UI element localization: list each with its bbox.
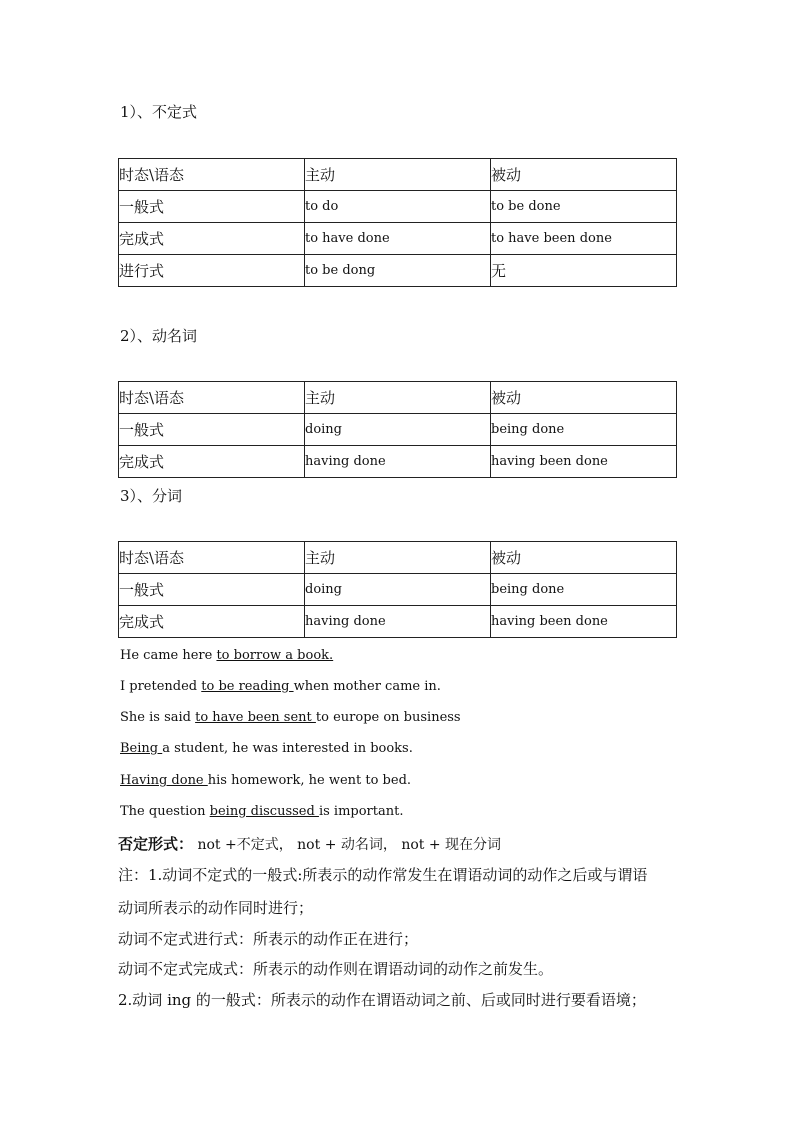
table-row: [119, 574, 677, 606]
underlined-phrase: to have been sent: [195, 710, 316, 725]
note-line: 动词不定式进行式：所表示的动作正在进行；: [118, 930, 419, 948]
table-header-row: [119, 542, 677, 574]
table-row: [119, 255, 677, 287]
header-cell-active: 主动: [305, 549, 336, 567]
active-form-cell: to have done: [305, 223, 491, 255]
example-sentence: She is said to have been sent to europe on business: [120, 710, 461, 725]
underlined-phrase: to borrow a book.: [216, 648, 334, 663]
header-cell-passive: 被动: [491, 549, 522, 567]
table-header-row: [119, 382, 677, 414]
header-cell-passive: 被动: [491, 389, 522, 407]
active-form-cell: to be dong: [305, 255, 491, 287]
table-row: [119, 191, 677, 223]
active-form-cell: having done: [305, 446, 491, 478]
active-form-cell: doing: [305, 574, 491, 606]
underlined-phrase: being discussed: [209, 804, 319, 819]
active-form-cell: doing: [305, 414, 491, 446]
header-cell-tense: 时态\语态: [119, 549, 185, 567]
passive-form-cell: to have been done: [491, 223, 677, 255]
header-cell-tense: 时态\语态: [119, 389, 185, 407]
note-line: 注：1.动词不定式的一般式:所表示的动作常发生在谓语动词的动作之后或与谓语: [118, 866, 648, 884]
note-line: 2.动词 ing 的一般式：所表示的动作在谓语动词之前、后或同时进行要看语境；: [118, 991, 646, 1009]
passive-form-cell: 无: [491, 262, 507, 280]
active-form-cell: to do: [305, 191, 491, 223]
header-cell-passive: 被动: [491, 166, 522, 184]
underlined-phrase: Having done: [120, 773, 208, 788]
section-heading-3: 3）、分词: [120, 487, 183, 505]
row-label: 进行式: [119, 262, 165, 280]
row-label: 完成式: [119, 453, 165, 471]
header-cell-active: 主动: [305, 166, 336, 184]
table-row: [119, 223, 677, 255]
row-label: 一般式: [119, 581, 165, 599]
passive-form-cell: having been done: [491, 446, 677, 478]
passive-form-cell: being done: [491, 414, 677, 446]
table-row: [119, 606, 677, 638]
example-sentence: The question being discussed is important.: [120, 804, 404, 819]
passive-form-cell: to be done: [491, 191, 677, 223]
active-form-cell: having done: [305, 606, 491, 638]
row-label: 完成式: [119, 230, 165, 248]
table-header-row: [119, 159, 677, 191]
example-sentence: He came here to borrow a book.: [120, 648, 334, 663]
example-sentence: I pretended to be reading when mother came in.: [120, 679, 441, 694]
underlined-phrase: to be reading: [201, 679, 294, 694]
row-label: 一般式: [119, 421, 165, 439]
underlined-phrase: Being: [120, 741, 163, 756]
section-heading-2: 2）、动名词: [120, 327, 198, 345]
table-participle: [118, 541, 677, 638]
table-row: [119, 414, 677, 446]
example-sentence: Being a student, he was interested in books.: [120, 741, 413, 756]
header-cell-tense: 时态\语态: [119, 166, 185, 184]
example-sentence: Having done his homework, he went to bed.: [120, 773, 412, 788]
passive-form-cell: being done: [491, 574, 677, 606]
table-gerund: [118, 381, 677, 478]
row-label: 一般式: [119, 198, 165, 216]
negation-line: [118, 833, 501, 854]
passive-form-cell: having been done: [491, 606, 677, 638]
note-line: 动词不定式完成式：所表示的动作则在谓语动词的动作之前发生。: [118, 960, 554, 978]
header-cell-active: 主动: [305, 389, 336, 407]
negation-label: 否定形式：: [118, 835, 194, 853]
negation-text: not +不定式， not + 动名词， not + 现在分词: [193, 837, 502, 853]
note-line: 动词所表示的动作同时进行；: [118, 899, 314, 917]
row-label: 完成式: [119, 613, 165, 631]
table-row: [119, 446, 677, 478]
section-heading-1: 1）、不定式: [120, 103, 198, 121]
table-infinitive: [118, 158, 677, 287]
